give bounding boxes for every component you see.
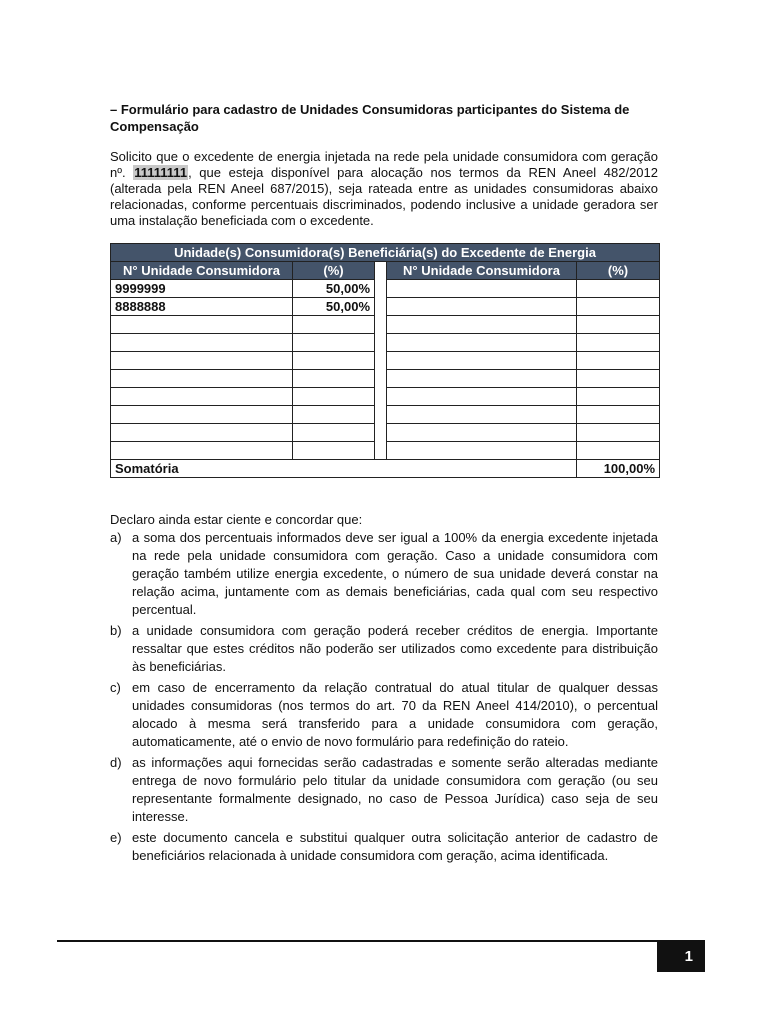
pct-cell[interactable] (577, 442, 660, 460)
pct-cell[interactable] (577, 334, 660, 352)
unit-cell[interactable]: 8888888 (111, 298, 293, 316)
pct-cell[interactable]: 50,00% (293, 280, 375, 298)
item-text: este documento cancela e substitui qualquer outra solicitação anterior de cadastro de beneficiários relacionada à unidade consumidora com geração, acima identificada. (132, 830, 658, 863)
pct-cell[interactable] (293, 334, 375, 352)
col-header-pct-right: (%) (577, 262, 660, 280)
pct-cell[interactable] (293, 316, 375, 334)
item-text: em caso de encerramento da relação contratual do atual titular de qualquer dessas unidades consumidoras (nos termos do art. 70 da REN Aneel 414/2010), o percentual alocado à mesma será transferido para a unidade consumidora com geração, automaticamente, até o envio de novo formulário para redefinição do rateio. (132, 680, 658, 749)
unit-cell[interactable] (387, 298, 577, 316)
item-label: e) (110, 830, 122, 845)
pct-cell[interactable] (293, 370, 375, 388)
generator-number-field[interactable]: 11111111 (134, 165, 188, 180)
unit-cell[interactable] (387, 424, 577, 442)
item-label: c) (110, 680, 121, 695)
pct-cell[interactable] (577, 370, 660, 388)
item-label: d) (110, 755, 122, 770)
item-text: a unidade consumidora com geração poderá receber créditos de energia. Importante ressaltar que estes créditos não poderão ser utilizados como excedente para distribuição às beneficiárias. (132, 623, 658, 674)
pct-cell[interactable] (577, 298, 660, 316)
pct-cell[interactable] (293, 388, 375, 406)
pct-cell[interactable] (293, 406, 375, 424)
table-heading: Unidade(s) Consumidora(s) Beneficiária(s) do Excedente de Energia (111, 244, 660, 262)
form-title: – Formulário para cadastro de Unidades Consumidoras participantes do Sistema de Compensação (110, 102, 630, 134)
unit-cell[interactable] (111, 352, 293, 370)
sum-row (111, 460, 660, 478)
unit-cell[interactable] (387, 370, 577, 388)
unit-cell[interactable] (387, 388, 577, 406)
item-text: as informações aqui fornecidas serão cadastradas e somente serão alteradas mediante entrega de novo formulário pelo titular da unidade consumidora com geração (ou seu representante formalmente designado, no caso de Pessoa Jurídica) caso seja de seu interesse. (132, 755, 658, 824)
pct-cell[interactable] (577, 424, 660, 442)
list-item (110, 679, 658, 751)
page-number: 1 (657, 942, 705, 972)
item-text: a soma dos percentuais informados deve ser igual a 100% da energia excedente injetada na rede pela unidade consumidora com geração. Caso a unidade consumidora com geração também utilize energia excedente, o número de sua unidade deverá constar na relação acima, juntamente com as demais beneficiárias, cada qual com seu respectivo percentual. (132, 530, 658, 617)
unit-cell[interactable] (387, 334, 577, 352)
unit-cell[interactable] (387, 280, 577, 298)
sum-label: Somatória (111, 460, 577, 478)
unit-cell[interactable] (387, 442, 577, 460)
unit-cell[interactable] (111, 406, 293, 424)
item-label: a) (110, 530, 122, 545)
unit-cell[interactable] (111, 388, 293, 406)
declaration-intro: Declaro ainda estar ciente e concordar que: (110, 512, 363, 527)
intro-text-after: , que esteja disponível para alocação nos termos da REN Aneel 482/2012 (alterada pela REN Aneel 687/2015), seja rateada entre as unidades consumidoras abaixo relacionadas, conforme percentuais discriminados, podendo inclusive a unidade geradora ser uma instalação beneficiada com o excedente. (110, 165, 659, 228)
unit-cell[interactable] (111, 424, 293, 442)
list-item (110, 754, 658, 826)
sum-value: 100,00% (577, 460, 660, 478)
column-gap (375, 262, 387, 460)
unit-cell[interactable] (111, 334, 293, 352)
unit-cell[interactable] (111, 442, 293, 460)
pct-cell[interactable] (293, 352, 375, 370)
unit-cell[interactable] (111, 316, 293, 334)
item-label: b) (110, 623, 122, 638)
pct-cell[interactable] (577, 316, 660, 334)
col-header-unit-left: N° Unidade Consumidora (111, 262, 293, 280)
pct-cell[interactable] (293, 424, 375, 442)
unit-cell[interactable] (387, 352, 577, 370)
col-header-pct-left: (%) (293, 262, 375, 280)
intro-paragraph (110, 149, 658, 229)
unit-cell[interactable]: 9999999 (111, 280, 293, 298)
unit-cell[interactable] (111, 370, 293, 388)
intro-text-before: Solicito que o excedente de energia injetada na rede pela unidade consumidora com geração nº. (110, 149, 658, 180)
beneficiaries-table (110, 243, 660, 478)
unit-cell[interactable] (387, 406, 577, 424)
declaration-section (110, 511, 658, 868)
pct-cell[interactable] (577, 388, 660, 406)
list-item (110, 622, 658, 676)
unit-cell[interactable] (387, 316, 577, 334)
pct-cell[interactable] (293, 442, 375, 460)
list-item (110, 829, 658, 865)
declaration-list (110, 529, 658, 865)
col-header-unit-right: N° Unidade Consumidora (387, 262, 577, 280)
pct-cell[interactable]: 50,00% (293, 298, 375, 316)
pct-cell[interactable] (577, 352, 660, 370)
pct-cell[interactable] (577, 406, 660, 424)
pct-cell[interactable] (577, 280, 660, 298)
footer-divider (57, 940, 705, 942)
list-item (110, 529, 658, 619)
